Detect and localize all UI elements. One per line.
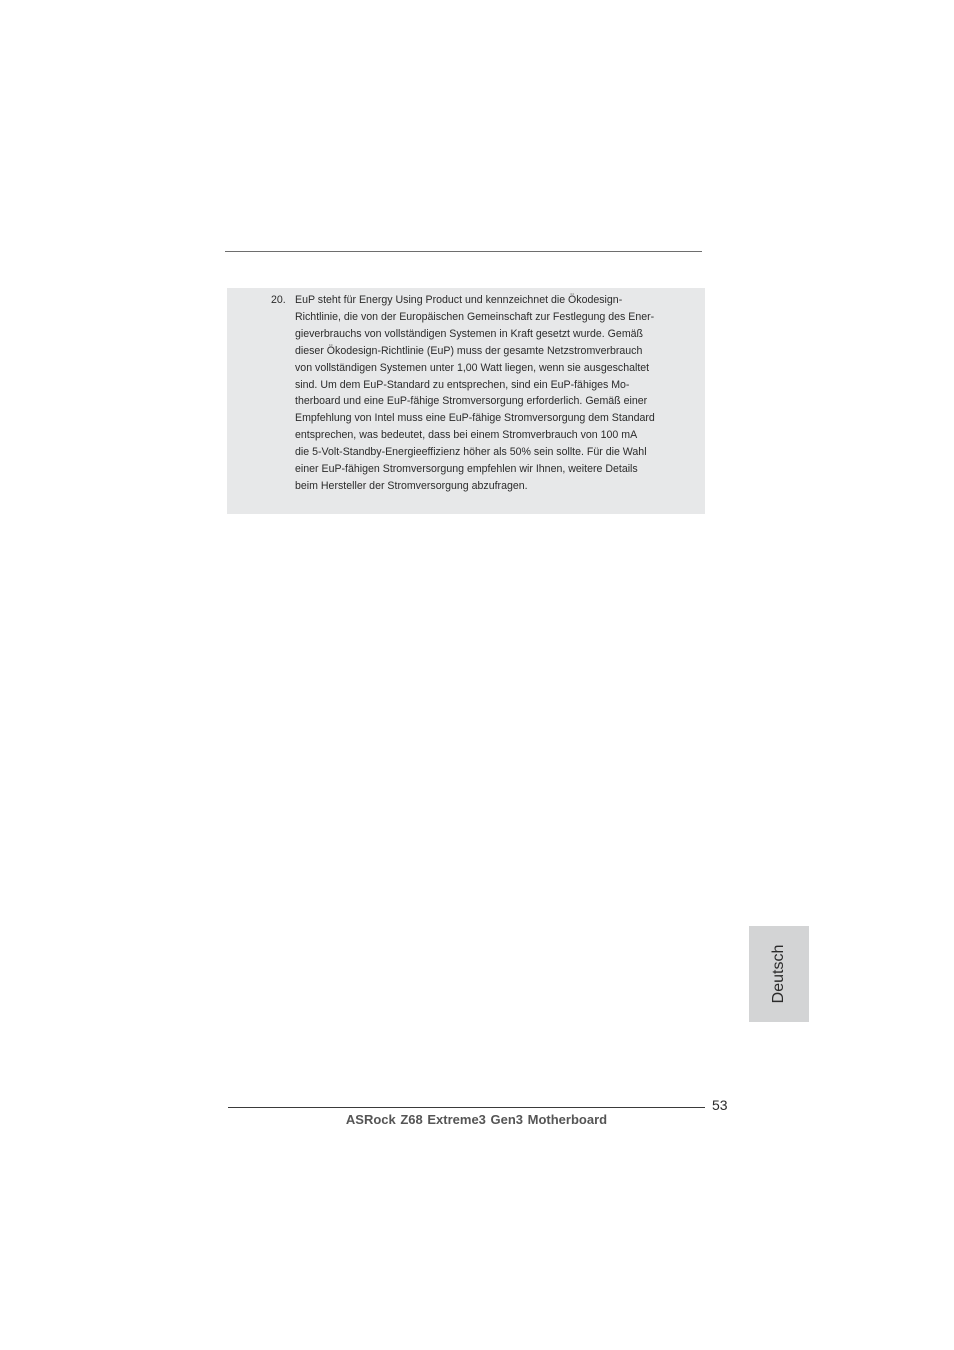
footer-title: ASRock Z68 Extreme3 Gen3 Motherboard xyxy=(345,1112,608,1127)
note-line: beim Hersteller der Stromversorgung abzufragen. xyxy=(295,479,528,492)
note-line: Empfehlung von Intel muss eine EuP-fähige Stromversorgung dem Standard xyxy=(295,412,655,425)
note-number: 20. xyxy=(271,294,286,306)
note-line: gieverbrauchs von vollständigen Systemen in Kraft gesetzt wurde. Gemäß xyxy=(295,327,644,340)
note-line: einer EuP-fähigen Stromversorgung empfehlen wir Ihnen, weitere Details xyxy=(295,463,638,476)
note-line: sind. Um dem EuP-Standard zu entsprechen, sind ein EuP-fähiges Mo- xyxy=(295,378,630,391)
header-divider xyxy=(225,251,702,252)
note-line: von vollständigen Systemen unter 1,00 Watt liegen, wenn sie ausgeschaltet xyxy=(295,361,650,374)
note-line: EuP steht für Energy Using Product und kennzeichnet die Ökodesign- xyxy=(295,294,623,306)
note-line: dieser Ökodesign-Richtlinie (EuP) muss der gesamte Netzstromverbrauch xyxy=(295,344,643,357)
footer-divider xyxy=(228,1107,705,1108)
note-text xyxy=(295,292,695,495)
language-tab xyxy=(749,926,809,1022)
note-line: entsprechen, was bedeutet, dass bei einem Stromverbrauch von 100 mA xyxy=(295,429,638,442)
language-tab-label: Deutsch xyxy=(770,944,787,1004)
note-box xyxy=(227,288,705,514)
note-line: therboard und eine EuP-fähige Stromversorgung erforderlich. Gemäß einer xyxy=(295,395,648,408)
note-line: die 5-Volt-Standby-Energieeffizienz höher als 50% sein sollte. Für die Wahl xyxy=(295,446,647,459)
page-number: 53 xyxy=(712,1097,728,1113)
note-line: Richtlinie, die von der Europäischen Gemeinschaft zur Festlegung des Ener- xyxy=(295,310,655,323)
